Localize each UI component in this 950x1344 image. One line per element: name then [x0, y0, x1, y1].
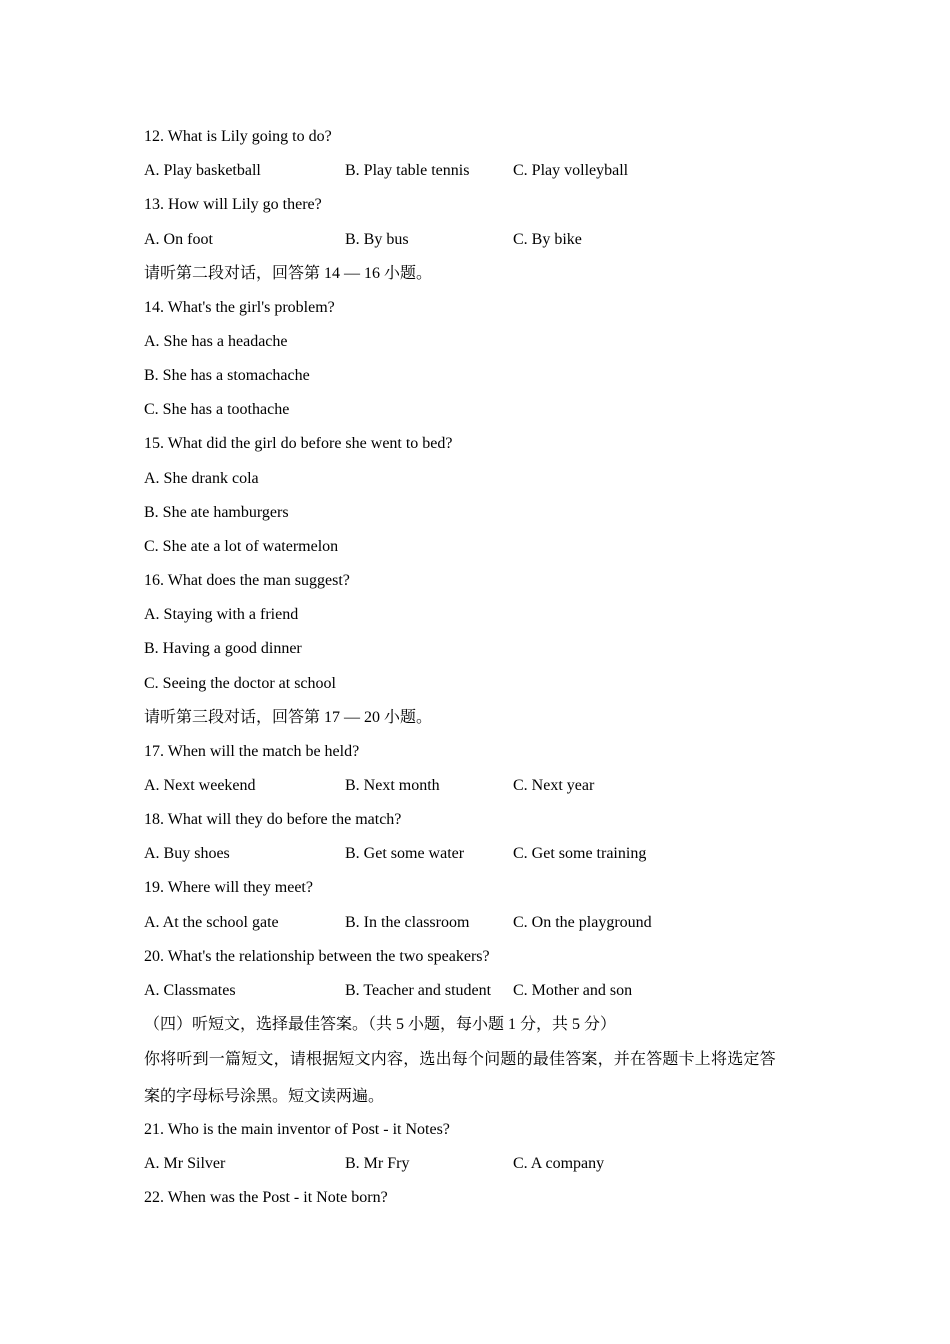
q14-option-c: C. She has a toothache: [144, 401, 290, 418]
q16-option-b: B. Having a good dinner: [144, 640, 302, 657]
part-4-instruction-line-1: 你将听到一篇短文，请根据短文内容，选出每个问题的最佳答案，并在答题卡上将选定答: [144, 1051, 776, 1068]
question-21: 21. Who is the main inventor of Post - it Notes?: [144, 1121, 450, 1138]
q13-option-c: C. By bike: [513, 231, 582, 248]
q15-option-c: C. She ate a lot of watermelon: [144, 538, 339, 555]
question-22: 22. When was the Post - it Note born?: [144, 1189, 388, 1206]
q19-option-a: A. At the school gate: [144, 914, 279, 931]
question-14: 14. What's the girl's problem?: [144, 299, 335, 316]
section-2-instruction: 请听第二段对话，回答第 14 — 16 小题。: [144, 265, 433, 282]
part-4-heading: （四）听短文，选择最佳答案。（共 5 小题，每小题 1 分，共 5 分）: [144, 1016, 617, 1033]
q18-option-c: C. Get some training: [513, 845, 647, 862]
question-12: 12. What is Lily going to do?: [144, 128, 332, 145]
q21-option-c: C. A company: [513, 1155, 605, 1172]
question-13: 13. How will Lily go there?: [144, 196, 322, 213]
q18-option-b: B. Get some water: [345, 845, 465, 862]
q20-option-a: A. Classmates: [144, 982, 236, 999]
q12-option-c: C. Play volleyball: [513, 162, 629, 179]
q15-option-a: A. She drank cola: [144, 470, 259, 487]
q17-option-c: C. Next year: [513, 777, 595, 794]
question-17: 17. When will the match be held?: [144, 743, 360, 760]
q13-option-a: A. On foot: [144, 231, 213, 248]
part-4-instruction-line-2: 案的字母标号涂黑。短文读两遍。: [144, 1088, 385, 1105]
question-19: 19. Where will they meet?: [144, 879, 313, 896]
q17-option-b: B. Next month: [345, 777, 440, 794]
question-16: 16. What does the man suggest?: [144, 572, 350, 589]
q21-option-a: A. Mr Silver: [144, 1155, 226, 1172]
q12-option-a: A. Play basketball: [144, 162, 261, 179]
q19-option-c: C. On the playground: [513, 914, 652, 931]
q16-option-a: A. Staying with a friend: [144, 606, 299, 623]
q14-option-a: A. She has a headache: [144, 333, 288, 350]
question-15: 15. What did the girl do before she went to bed?: [144, 435, 453, 452]
section-3-instruction: 请听第三段对话，回答第 17 — 20 小题。: [144, 709, 433, 726]
q20-option-c: C. Mother and son: [513, 982, 633, 999]
question-18: 18. What will they do before the match?: [144, 811, 402, 828]
q17-option-a: A. Next weekend: [144, 777, 256, 794]
q16-option-c: C. Seeing the doctor at school: [144, 675, 336, 692]
q12-option-b: B. Play table tennis: [345, 162, 470, 179]
q20-option-b: B. Teacher and student: [345, 982, 492, 999]
q19-option-b: B. In the classroom: [345, 914, 470, 931]
question-20: 20. What's the relationship between the two speakers?: [144, 948, 490, 965]
q18-option-a: A. Buy shoes: [144, 845, 230, 862]
q14-option-b: B. She has a stomachache: [144, 367, 310, 384]
q13-option-b: B. By bus: [345, 231, 409, 248]
q21-option-b: B. Mr Fry: [345, 1155, 410, 1172]
q15-option-b: B. She ate hamburgers: [144, 504, 289, 521]
